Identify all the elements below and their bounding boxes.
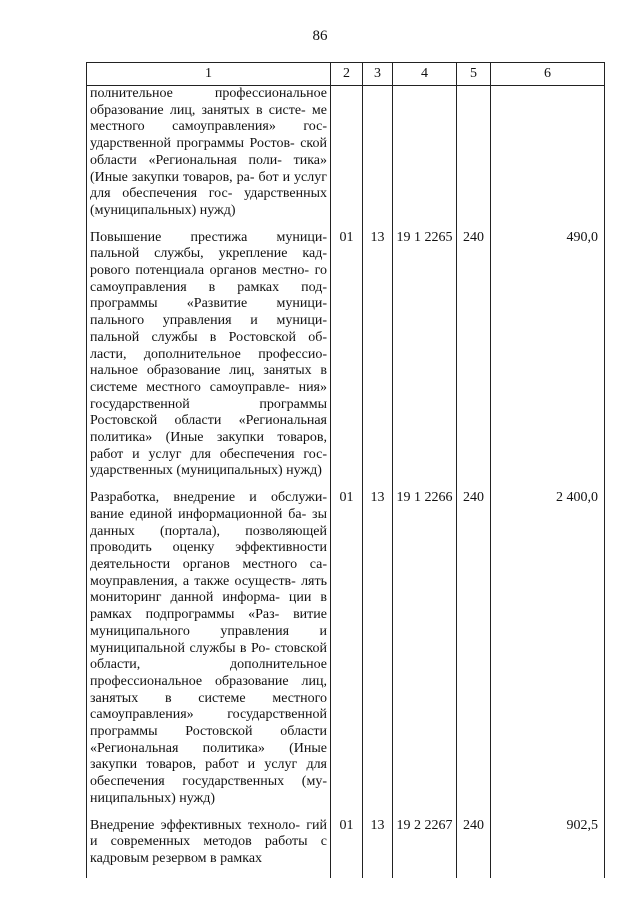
row-amount: 2 400,0 [491,490,605,817]
row-amount: 490,0 [491,230,605,491]
row-section-code [331,86,363,230]
column-header-3: 3 [363,63,393,86]
table-row [87,818,605,878]
page-number: 86 [312,28,328,44]
row-subsection-code [363,86,393,230]
row-subsection-code: 13 [363,230,393,491]
column-header-4: 4 [393,63,457,86]
row-subsection-code: 13 [363,818,393,878]
row-expense-type-code: 240 [457,230,491,491]
row-section-code: 01 [331,230,363,491]
table-row [87,490,605,817]
row-target-article-code: 19 2 2267 [393,818,457,878]
row-amount [491,86,605,230]
budget-table [86,62,605,878]
column-header-5: 5 [457,63,491,86]
row-amount: 902,5 [491,818,605,878]
table-header-row [87,63,605,86]
row-section-code: 01 [331,818,363,878]
column-header-6: 6 [491,63,605,86]
row-target-article-code: 19 1 2266 [393,490,457,817]
row-description: Повышение престижа муници- пальной службы, укрепление кад- рового потенциала органов местно- го самоуправления в рамках под- программы «Развитие муници- пального управления и муници- пальной службы в Ростовской об- ласти, дополнительное профессио- нальное образование лиц, занятых в системе местного самоуправле- ния» государственной программы Ростовской области «Региональная политика» (Иные закупки товаров, работ и услуг для обеспечения гос- ударственных (муниципальных) нужд) [87,230,331,491]
row-expense-type-code [457,86,491,230]
column-header-2: 2 [331,63,363,86]
table-row [87,230,605,491]
row-expense-type-code: 240 [457,490,491,817]
row-target-article-code [393,86,457,230]
row-expense-type-code: 240 [457,818,491,878]
row-section-code: 01 [331,490,363,817]
row-subsection-code: 13 [363,490,393,817]
row-target-article-code: 19 1 2265 [393,230,457,491]
row-description: Разработка, внедрение и обслужи- вание единой информационной ба- зы данных (портала), позволяющей проводить оценку эффективности деятельности органов местного са- моуправления, а также осуществ- лять мониторинг данной информа- ции в рамках подпрограммы «Раз- витие муниципального управления и муниципальной службы в Ро- стовской области, дополнительное профессиональное образование лиц, занятых в системе местного самоуправления» государственной программы Ростовской области «Региональная политика» (Иные закупки товаров, работ и услуг для обеспечения государственных (му- ниципальных) нужд) [87,490,331,817]
row-description: полнительное профессиональное образование лиц, занятых в систе- ме местного самоуправления» гос- ударственной программы Ростов- ской области «Региональная поли- тика» (Иные закупки товаров, ра- бот и услуг для обеспечения гос- ударственных (муниципальных) нужд) [87,86,331,230]
table-row [87,86,605,230]
row-description: Внедрение эффективных техноло- гий и современных методов работы с кадровым резервом в рамках [87,818,331,878]
column-header-1: 1 [87,63,331,86]
